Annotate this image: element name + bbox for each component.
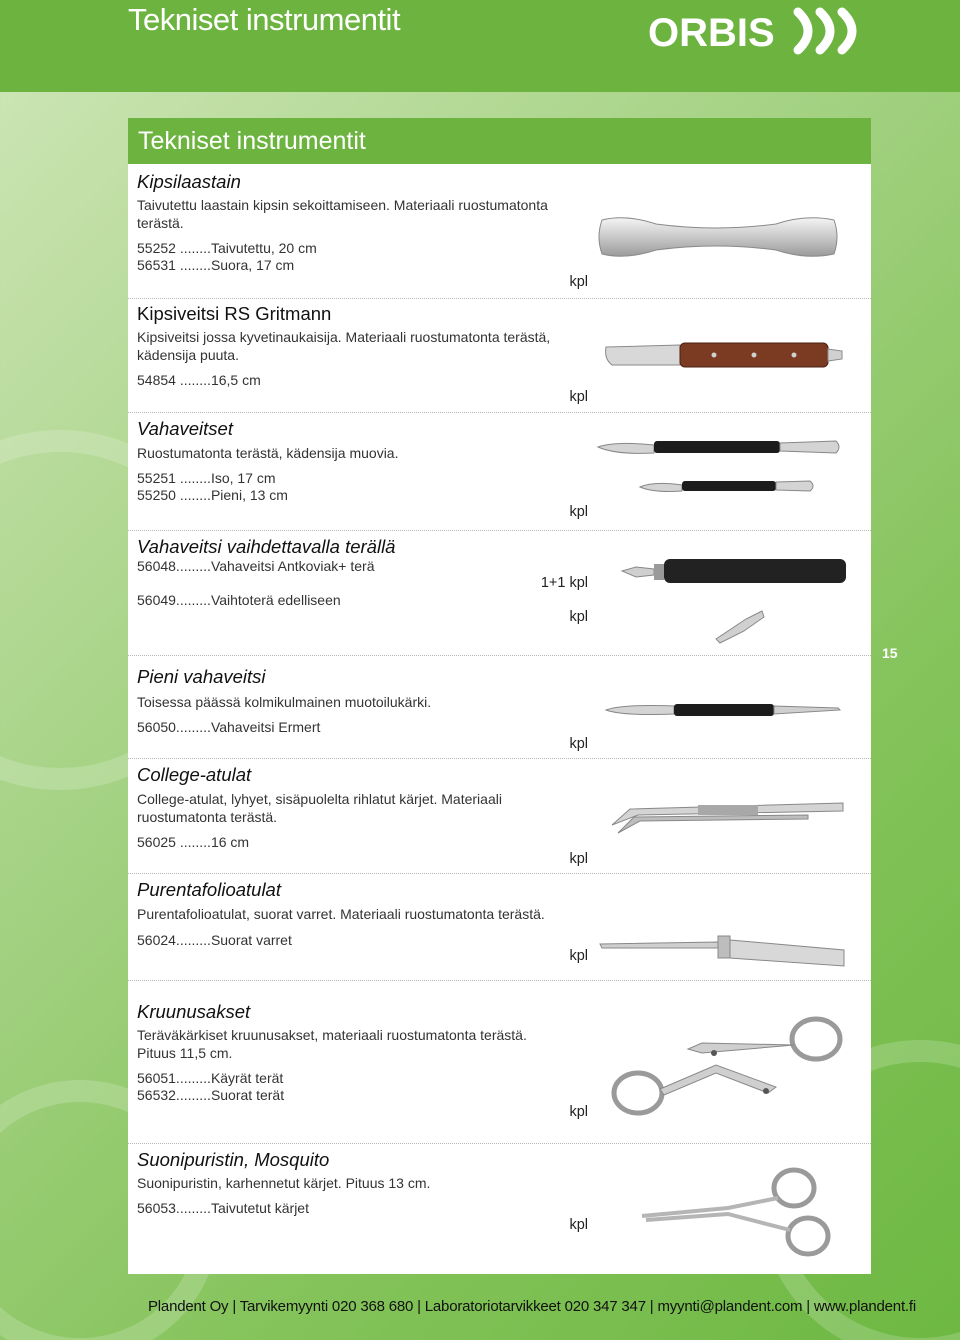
product-code: 56053.........Taivutetut kärjet [137, 1200, 309, 1216]
panel-title: Tekniset instrumentit [138, 127, 366, 155]
product-item [128, 874, 871, 981]
product-name: Kruunusakset [137, 1001, 251, 1022]
top-bar [0, 0, 960, 92]
quantity-field[interactable]: kpl [569, 851, 588, 867]
product-panel [128, 118, 871, 1274]
product-name: Vahaveitsi vaihdettavalla terällä [137, 536, 396, 557]
quantity-field[interactable]: 1+1 kpl [540, 575, 588, 591]
product-description: Toisessa päässä kolmikulmainen muotoilukärki. [137, 694, 432, 710]
product-code: 56532.........Suorat terät [137, 1087, 285, 1103]
product-description: Teräväkärkiset kruunusakset, materiaali ruostumatonta terästä. Pituus 11,5 cm. [137, 1027, 527, 1061]
crown-scissors-image [606, 1013, 856, 1123]
product-code: 55252 ........Taivutettu, 20 cm [137, 240, 317, 256]
product-code: 56048.........Vahaveitsi Antkoviak+ terä [137, 558, 375, 574]
quantity-field[interactable]: kpl [569, 504, 588, 520]
product-description: Taivutettu laastain kipsin sekoittamiseen. Materiaali ruostumatonta terästä. [137, 197, 548, 231]
quantity-field[interactable]: kpl [569, 1217, 588, 1233]
product-item [128, 299, 871, 413]
replaceable-blade-wax-knife-image [596, 549, 851, 649]
product-description: Kipsiveitsi jossa kyvetinaukaisija. Materiaali ruostumatonta terästä, kädensija puuta. [137, 329, 551, 363]
product-description: Ruostumatonta terästä, kädensija muovia. [137, 445, 399, 461]
product-item [128, 981, 871, 1144]
product-code: 56049.........Vaihtoterä edelliseen [137, 592, 341, 608]
product-item [128, 1144, 871, 1274]
product-name: Kipsiveitsi RS Gritmann [137, 303, 332, 324]
orbis-logo [648, 6, 878, 56]
product-item [128, 164, 871, 299]
panel-header [128, 118, 871, 164]
product-item [128, 413, 871, 531]
product-code: 56024.........Suorat varret [137, 932, 292, 948]
quantity-field[interactable]: kpl [569, 736, 588, 752]
product-item [128, 759, 871, 874]
page-header-title: Tekniset instrumentit [128, 2, 401, 37]
wax-knives-image [596, 435, 846, 505]
product-name: Suonipuristin, Mosquito [137, 1149, 330, 1170]
mosquito-forceps-image [638, 1164, 858, 1264]
product-name: College-atulat [137, 764, 252, 785]
quantity-field[interactable]: kpl [569, 274, 588, 290]
college-tweezers-image [608, 789, 848, 839]
product-code: 55251 ........Iso, 17 cm [137, 470, 276, 486]
product-item [128, 656, 871, 759]
product-name: Kipsilaastain [137, 171, 241, 192]
product-name: Vahaveitset [137, 418, 233, 439]
product-code: 56025 ........16 cm [137, 834, 250, 850]
product-name: Purentafolioatulat [137, 879, 281, 900]
plaster-spatula-image [596, 212, 841, 262]
product-code: 56051.........Käyrät terät [137, 1070, 284, 1086]
product-name: Pieni vahaveitsi [137, 666, 266, 687]
product-code: 54854 ........16,5 cm [137, 372, 261, 388]
quantity-field[interactable]: kpl [569, 1104, 588, 1120]
product-description: Purentafolioatulat, suorat varret. Materiaali ruostumatonta terästä. [137, 906, 545, 922]
product-item [128, 531, 871, 656]
foil-holder-forceps-image [598, 924, 848, 979]
product-description: Suonipuristin, karhennetut kärjet. Pituus 13 cm. [137, 1175, 431, 1191]
quantity-field[interactable]: kpl [569, 609, 588, 625]
product-description: College-atulat, lyhyet, sisäpuolelta rihlatut kärjet. Materiaali ruostumatonta terästä. [137, 791, 502, 825]
plaster-knife-image [602, 333, 847, 373]
product-code: 56531 ........Suora, 17 cm [137, 257, 295, 273]
product-code: 56050.........Vahaveitsi Ermert [137, 719, 321, 735]
quantity-field[interactable]: kpl [569, 948, 588, 964]
product-code: 55250 ........Pieni, 13 cm [137, 487, 288, 503]
small-wax-knife-image [602, 696, 847, 726]
quantity-field[interactable]: kpl [569, 389, 588, 405]
footer-contact: Plandent Oy | Tarvikemyynti 020 368 680 | Laboratoriotarvikkeet 020 347 347 | myynti@plandent.com | www.plandent.fi [148, 1298, 916, 1315]
logo-text: ORBIS [648, 11, 775, 55]
page-number: 15 [882, 645, 898, 661]
